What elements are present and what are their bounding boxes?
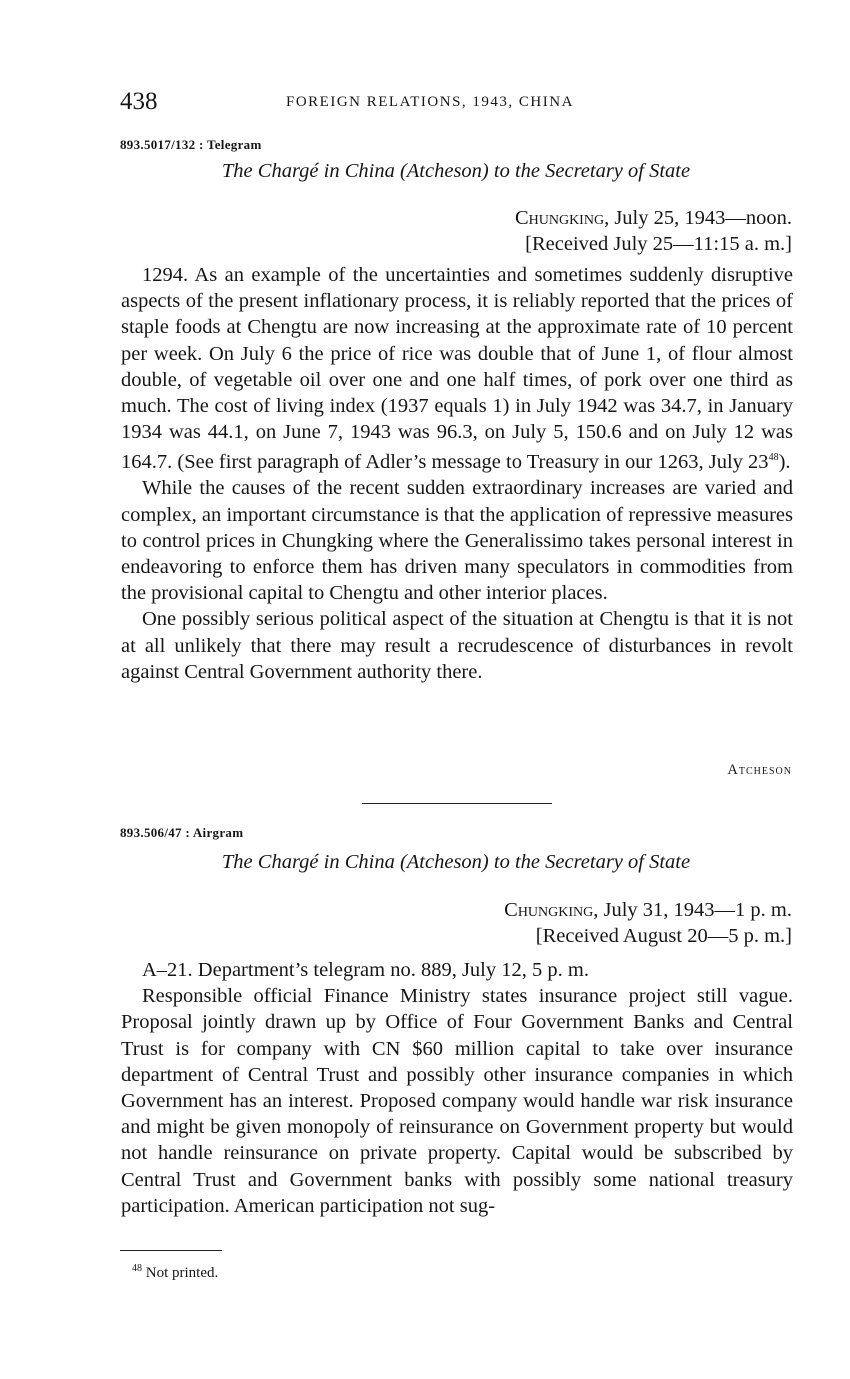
doc2-date: , July 31, 1943—1 p. m. xyxy=(593,899,792,921)
footnote-rule xyxy=(120,1250,222,1251)
doc1-title: The Chargé in China (Atcheson) to the Secretary of State xyxy=(221,160,691,182)
doc1-dateline xyxy=(515,207,792,230)
footnote-reference: 48 xyxy=(768,452,779,464)
doc2-dateline xyxy=(504,899,792,922)
footnote xyxy=(132,1263,218,1282)
doc2-title: The Chargé in China (Atcheson) to the Secretary of State xyxy=(221,851,691,873)
doc1-file-reference: 893.5017/132 : Telegram xyxy=(120,137,262,152)
running-title: FOREIGN RELATIONS, 1943, CHINA xyxy=(286,94,574,110)
section-divider xyxy=(362,803,552,804)
doc2-received: [Received August 20—5 p. m.] xyxy=(535,925,792,947)
doc1-body xyxy=(121,262,793,685)
footnote-text: Not printed. xyxy=(145,1265,219,1281)
doc2-body xyxy=(121,957,793,1219)
doc1-date: , July 25, 1943—noon. xyxy=(604,207,792,229)
doc1-signature: Atcheson xyxy=(727,762,792,778)
doc1-paragraph-3: One possibly serious political aspect of the situation at Chengtu is that it is not at all unlikely that there may result a recrudescence of disturbances in revolt against Central Government authority there. xyxy=(121,608,793,683)
doc1-received: [Received July 25—11:15 a. m.] xyxy=(525,233,792,255)
doc1-paragraph-1: 1294. As an example of the uncertainties and sometimes suddenly disruptive aspects of the present inflationary process, it is reliably reported that the prices of staple foods at Chengtu are now increasing at the approximate rate of 10 percent per week. On July 6 the price of rice was double that of June 1, of flour almost double, of vegetable oil over one and one half times, of pork over one third as much. The cost of living index (1937 equals 1) in July 1942 was 34.7, in January 1934 was 44.1, on June 7, 1943 was 96.3, on July 5, 150.6 and on July 12 was 164.7. (See first paragraph of Adler’s message to Treasury in our 1263, July 23$^{48}$). xyxy=(121,264,793,474)
doc1-place: Chungking xyxy=(514,207,605,229)
doc1-paragraph-2: While the causes of the recent sudden extraordinary increases are varied and complex, an important circumstance is that the application of repressive measures to control prices in Chungking where the Generalissimo takes personal interest in endeavoring to enforce them has driven many speculators in commodities from the provisional capital to Chengtu and other interior places. xyxy=(121,477,793,605)
page-number: 438 xyxy=(120,88,158,115)
footnote-mark: 48 xyxy=(132,1263,142,1274)
doc2-paragraph-1: A–21. Department’s telegram no. 889, July 12, 5 p. m. xyxy=(142,959,589,981)
doc2-file-reference: 893.506/47 : Airgram xyxy=(120,825,244,840)
doc2-paragraph-2: Responsible official Finance Ministry states insurance project still vague. Proposal jointly drawn up by Office of Four Government Banks and Central Trust is for company with CN $60 million capital to take over insurance department of Central Trust and possibly other insurance companies in which Government has an interest. Proposed company would handle war risk insurance and might be given monopoly of reinsurance on Government property but would not handle reinsurance on private property. Capital would be subscribed by Central Trust and Government banks with possibly some national treasury participation. American participation not sug- xyxy=(121,985,793,1217)
doc2-place: Chungking xyxy=(504,899,594,921)
